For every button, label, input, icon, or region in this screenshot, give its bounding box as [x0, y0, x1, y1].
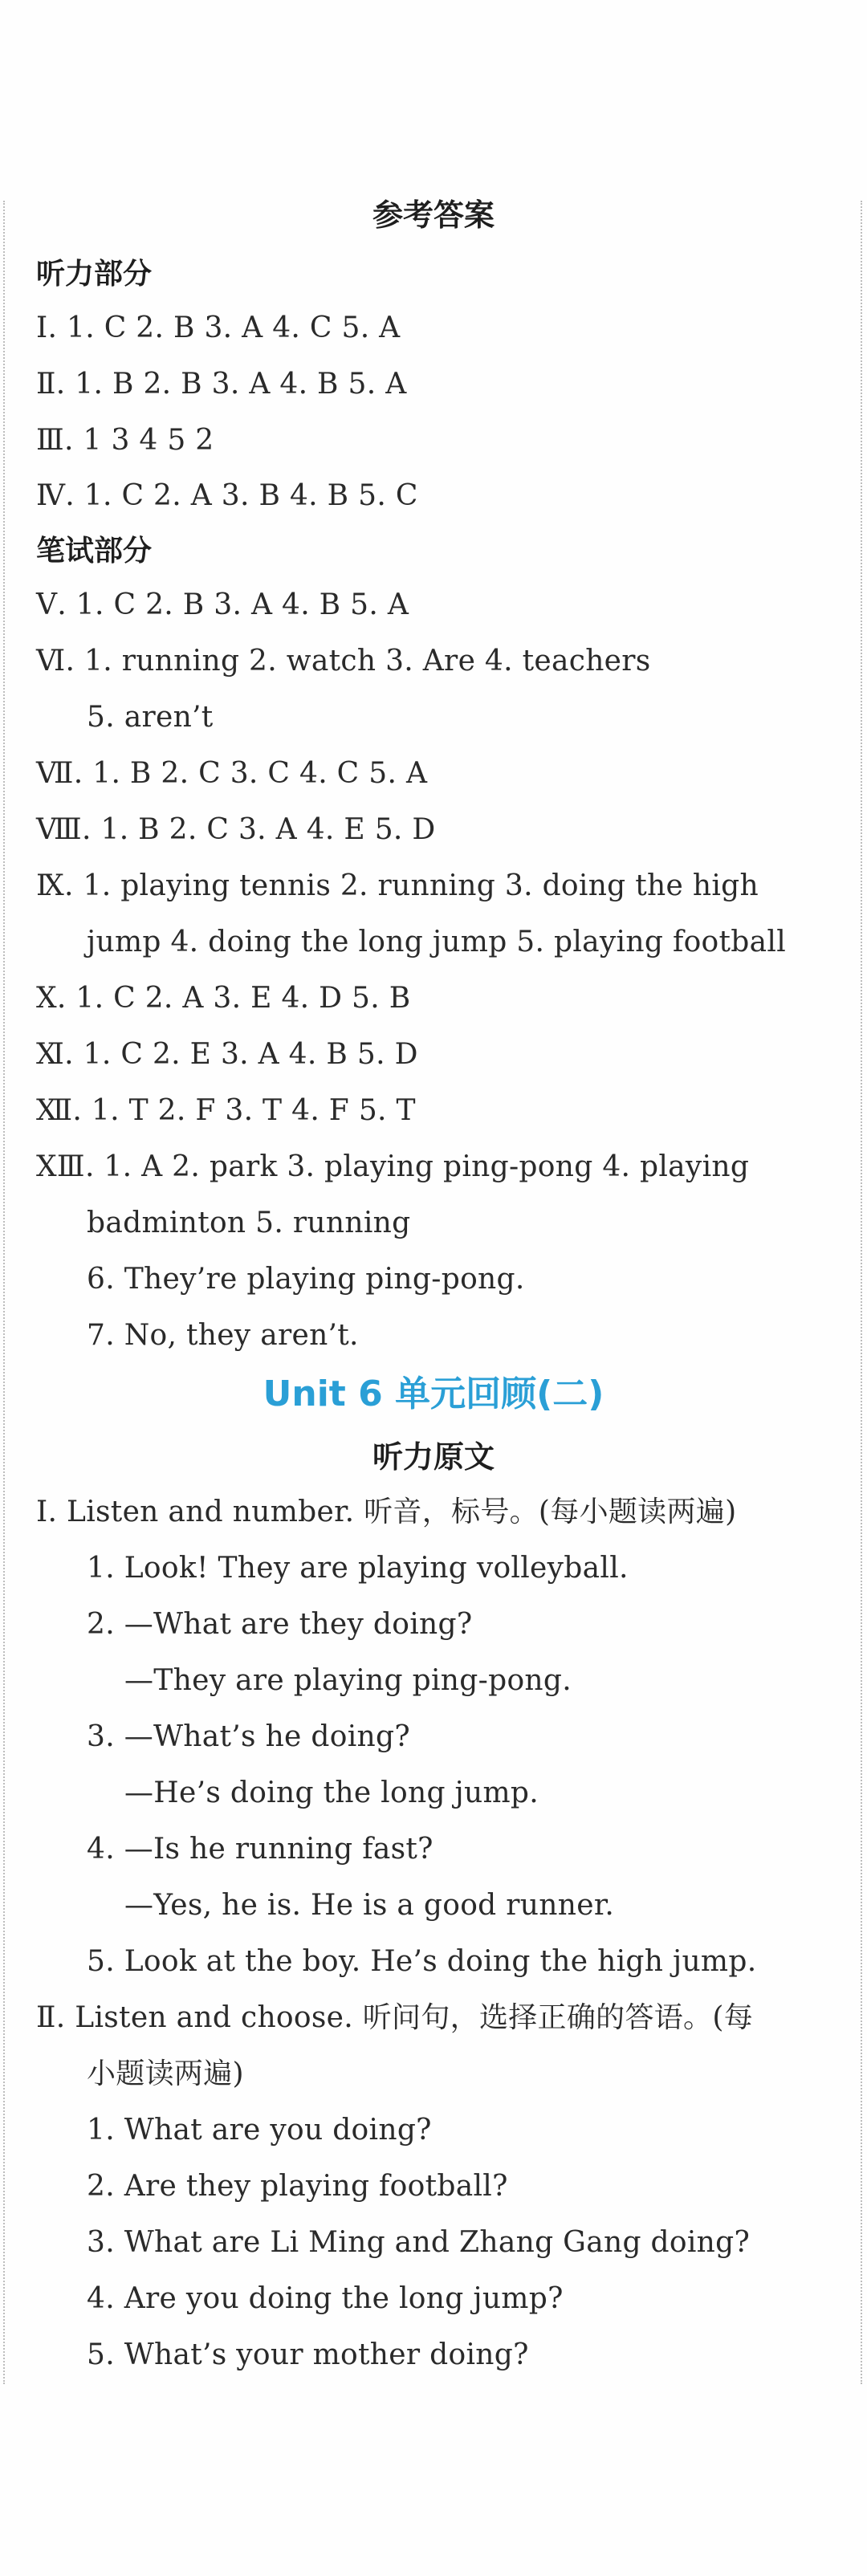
transcript-line-10: Ⅱ. Listen and choose. 听问句，选择正确的答语。(每	[36, 2001, 753, 2034]
answer-line-8: Ⅷ. 1. B 2. C 3. A 4. E 5. D	[36, 813, 436, 846]
listening-heading: 听力部分	[36, 258, 153, 291]
answer-line-10: Ⅹ. 1. C 2. A 3. E 4. D 5. B	[36, 982, 411, 1015]
transcript-line-1: Ⅰ. Listen and number. 听音，标号。(每小题读两遍)	[36, 1496, 737, 1528]
transcript-line-3: 2. —What are they doing?	[87, 1608, 473, 1641]
transcript-line-9: 5. Look at the boy. He’s doing the high jump.	[87, 1945, 757, 1978]
transcript-line-10b: 小题读两遍)	[87, 2057, 244, 2090]
transcript-line-4: —They are playing ping-pong.	[124, 1664, 572, 1697]
writing-heading: 笔试部分	[36, 535, 153, 568]
transcript-line-11: 1. What are you doing?	[87, 2114, 432, 2147]
answer-line-7: Ⅶ. 1. B 2. C 3. C 4. C 5. A	[36, 757, 428, 790]
answer-line-13b: badminton 5. running	[87, 1207, 411, 1239]
answer-line-9: Ⅸ. 1. playing tennis 2. running 3. doing the high	[36, 869, 759, 902]
answer-line-11: Ⅺ. 1. C 2. E 3. A 4. B 5. D	[36, 1038, 418, 1071]
transcript-line-6: —He’s doing the long jump.	[124, 1776, 539, 1809]
transcript-line-13: 3. What are Li Ming and Zhang Gang doing?	[87, 2226, 751, 2259]
transcript-line-2: 1. Look! They are playing volleyball.	[87, 1552, 629, 1585]
transcript-line-12: 2. Are they playing football?	[87, 2170, 508, 2203]
transcript-line-5: 3. —What’s he doing?	[87, 1720, 410, 1753]
answer-line-12: Ⅻ. 1. T 2. F 3. T 4. F 5. T	[36, 1094, 416, 1127]
answer-line-13c: 6. They’re playing ping-pong.	[87, 1263, 525, 1296]
answer-line-4: Ⅳ. 1. C 2. A 3. B 4. B 5. C	[36, 479, 418, 512]
answer-line-9b: jump 4. doing the long jump 5. playing football	[87, 926, 787, 958]
answer-title: 参考答案	[372, 197, 495, 233]
transcript-line-8: —Yes, he is. He is a good runner.	[124, 1889, 615, 1922]
transcript-heading: 听力原文	[372, 1439, 495, 1475]
answer-line-6: Ⅵ. 1. running 2. watch 3. Are 4. teachers	[36, 645, 651, 678]
left-dotted-margin	[3, 201, 6, 2384]
transcript-line-7: 4. —Is he running fast?	[87, 1833, 434, 1866]
unit-title: Unit 6 单元回顾(二)	[263, 1373, 604, 1414]
transcript-line-15: 5. What’s your mother doing?	[87, 2338, 529, 2371]
right-dotted-margin	[861, 201, 864, 2384]
answer-line-13d: 7. No, they aren’t.	[87, 1319, 359, 1352]
answer-line-1: Ⅰ. 1. C 2. B 3. A 4. C 5. A	[36, 311, 401, 344]
answer-line-3: Ⅲ. 1 3 4 5 2	[36, 424, 214, 457]
answer-line-13: XⅢ. 1. A 2. park 3. playing ping-pong 4. playing	[36, 1150, 750, 1183]
answer-line-5: Ⅴ. 1. C 2. B 3. A 4. B 5. A	[36, 588, 409, 621]
answer-line-2: Ⅱ. 1. B 2. B 3. A 4. B 5. A	[36, 368, 407, 401]
transcript-line-14: 4. Are you doing the long jump?	[87, 2282, 564, 2315]
answer-line-6b: 5. aren’t	[87, 701, 214, 734]
